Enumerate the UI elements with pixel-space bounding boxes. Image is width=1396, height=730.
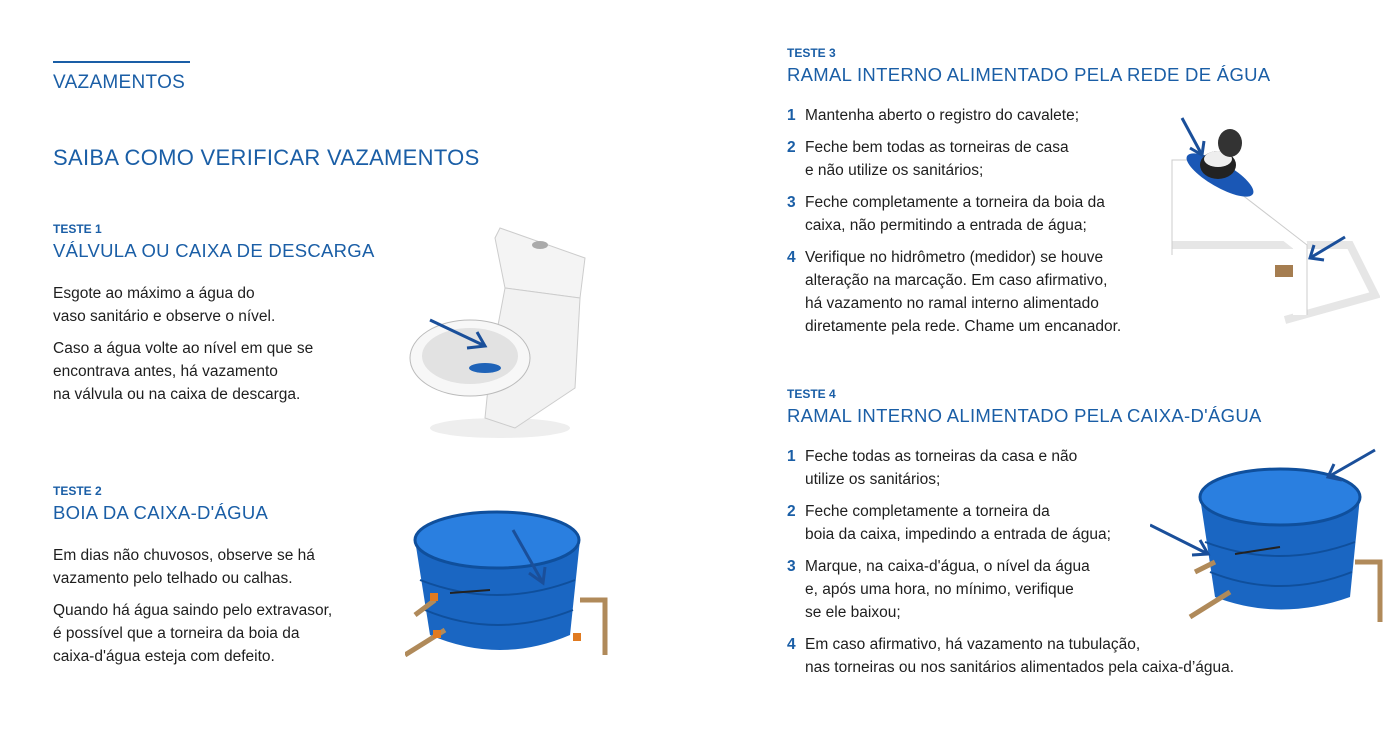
step-text: Mantenha aberto o registro do cavalete; xyxy=(805,107,1080,124)
paragraph: Caso a água volte ao nível em que se encontrava antes, há vazamento na válvula ou na caixa de descarga. xyxy=(53,340,314,403)
step-number: 2 xyxy=(787,503,796,520)
step xyxy=(787,633,1262,679)
test-heading: RAMAL INTERNO ALIMENTADO PELA REDE DE ÁGUA xyxy=(787,64,1271,85)
paragraph: Esgote ao máximo a água do vaso sanitário e observe o nível. xyxy=(53,285,276,325)
step-number: 3 xyxy=(787,558,796,575)
water-meter-illustration xyxy=(1150,115,1380,325)
section-label: VAZAMENTOS xyxy=(53,72,186,93)
test-1 xyxy=(53,222,375,415)
step-text: Feche completamente a torneira da boia da caixa, impedindo a entrada de água; xyxy=(805,503,1111,543)
step-text: Feche completamente a torneira da boia da caixa, não permitindo a entrada de água; xyxy=(805,194,1105,234)
step-text: Feche bem todas as torneiras de casa e não utilize os sanitários; xyxy=(805,139,1069,179)
arrow-icon xyxy=(1182,118,1345,260)
test-2 xyxy=(53,484,332,677)
test-tag: TESTE 4 xyxy=(787,387,836,401)
toilet-illustration xyxy=(405,218,595,440)
test-tag: TESTE 3 xyxy=(787,46,836,60)
step-text: Marque, na caixa-d'água, o nível da água e, após uma hora, no mínimo, verifique se ele baixou; xyxy=(805,558,1090,621)
section-rule xyxy=(53,61,190,63)
step-number: 1 xyxy=(787,107,796,124)
step-text: Feche todas as torneiras da casa e não utilize os sanitários; xyxy=(805,448,1078,488)
page-title: SAIBA COMO VERIFICAR VAZAMENTOS xyxy=(53,145,480,170)
test-tag: TESTE 1 xyxy=(53,222,102,236)
test-heading: RAMAL INTERNO ALIMENTADO PELA CAIXA-D'ÁGUA xyxy=(787,405,1262,426)
step-text: Verifique no hidrômetro (medidor) se houve alteração na marcação. Em caso afirmativo, há vazamento no ramal interno alimentado diretamente pela rede. Chame um encanador. xyxy=(805,249,1122,335)
step-number: 1 xyxy=(787,448,796,465)
water-tank-illustration xyxy=(405,505,615,675)
paragraph: Em dias não chuvosos, observe se há vazamento pelo telhado ou calhas. xyxy=(53,547,315,587)
step-number: 4 xyxy=(787,636,796,653)
test-heading: BOIA DA CAIXA-D'ÁGUA xyxy=(53,502,269,523)
step-number: 3 xyxy=(787,194,796,211)
step-number: 4 xyxy=(787,249,796,266)
paragraph: Quando há água saindo pelo extravasor, é possível que a torneira da boia da caixa-d'água esteja com defeito. xyxy=(53,602,333,665)
test-heading: VÁLVULA OU CAIXA DE DESCARGA xyxy=(53,240,375,261)
step-text: Em caso afirmativo, há vazamento na tubulação, nas torneiras ou nos sanitários alimentados pela caixa-d’água. xyxy=(805,636,1235,676)
test-tag: TESTE 2 xyxy=(53,484,102,498)
water-tank-illustration-2 xyxy=(1150,442,1390,632)
step-number: 2 xyxy=(787,139,796,156)
